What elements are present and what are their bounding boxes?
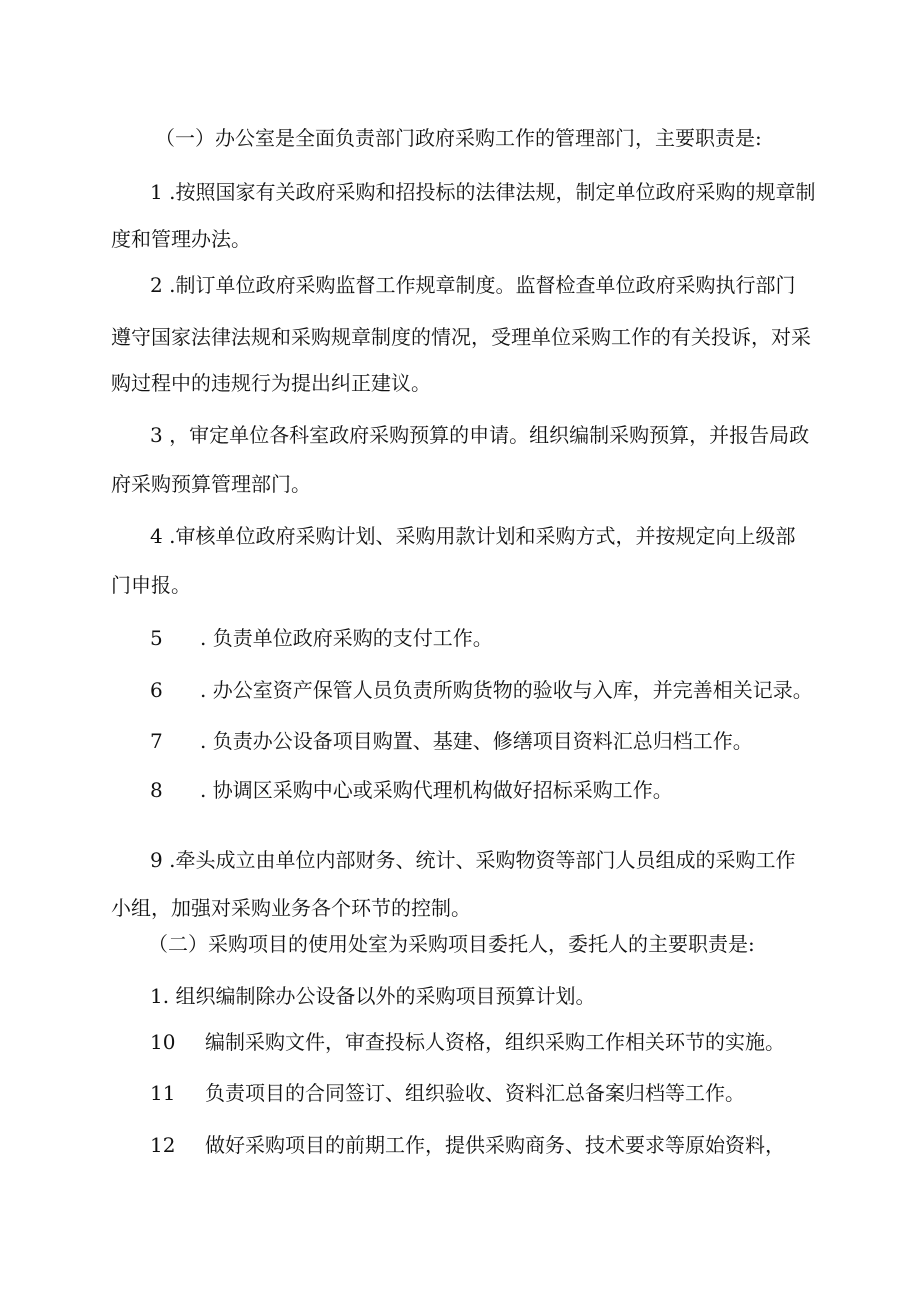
item4-line1: 4 .审核单位政府采购计划、采购用款计划和采购方式，并按规定向上级部	[150, 524, 796, 548]
s2-item1: 1. 组织编制除办公设备以外的采购项目预算计划。	[150, 984, 596, 1008]
s2-item10-number: 10	[150, 1030, 176, 1054]
item6-number: 6	[150, 678, 163, 702]
s2-item12-text: 做好采购项目的前期工作，提供采购商务、技术要求等原始资料，	[205, 1133, 785, 1157]
item5-number: 5	[150, 626, 163, 650]
item7-text: . 负责办公设备项目购置、基建、修缮项目资料汇总归档工作。	[200, 729, 753, 753]
item9-line1: 9 .牵头成立由单位内部财务、统计、采购物资等部门人员组成的采购工作	[150, 848, 796, 872]
item7-number: 7	[150, 729, 163, 753]
s2-item11-number: 11	[150, 1081, 176, 1105]
section1-heading: （一）办公室是全面负责部门政府采购工作的管理部门，主要职责是:	[155, 126, 762, 150]
item2-line2: 遵守国家法律法规和采购规章制度的情况，受理单位采购工作的有关投诉，对采	[111, 325, 811, 349]
item2-line3: 购过程中的违规行为提出纠正建议。	[111, 371, 431, 395]
item4-line2: 门申报。	[111, 573, 191, 597]
item2-line1: 2 .制订单位政府采购监督工作规章制度。监督检查单位政府采购执行部门	[150, 273, 796, 297]
item3-line1: 3 ，审定单位各科室政府采购预算的申请。组织编制采购预算，并报告局政	[150, 423, 810, 447]
s2-item10-text: 编制采购文件，审查投标人资格，组织采购工作相关环节的实施。	[205, 1030, 785, 1054]
s2-item11-text: 负责项目的合同签订、组织验收、资料汇总备案归档等工作。	[205, 1081, 745, 1105]
item8-number: 8	[150, 778, 163, 802]
item3-line2: 府采购预算管理部门。	[111, 472, 311, 496]
item6-text: . 办公室资产保管人员负责所购货物的验收与入库，并完善相关记录。	[200, 678, 813, 702]
item5-text: . 负责单位政府采购的支付工作。	[200, 626, 493, 650]
item1-line2: 度和管理办法。	[111, 227, 251, 251]
s2-item12-number: 12	[150, 1133, 176, 1157]
item1-line1: 1 .按照国家有关政府采购和招投标的法律法规，制定单位政府采购的规章制	[150, 180, 816, 204]
section2-heading: （二）采购项目的使用处室为采购项目委托人，委托人的主要职责是:	[148, 932, 755, 956]
item9-line2: 小组，加强对采购业务各个环节的控制。	[111, 896, 471, 920]
item8-text: . 协调区采购中心或采购代理机构做好招标采购工作。	[200, 778, 673, 802]
